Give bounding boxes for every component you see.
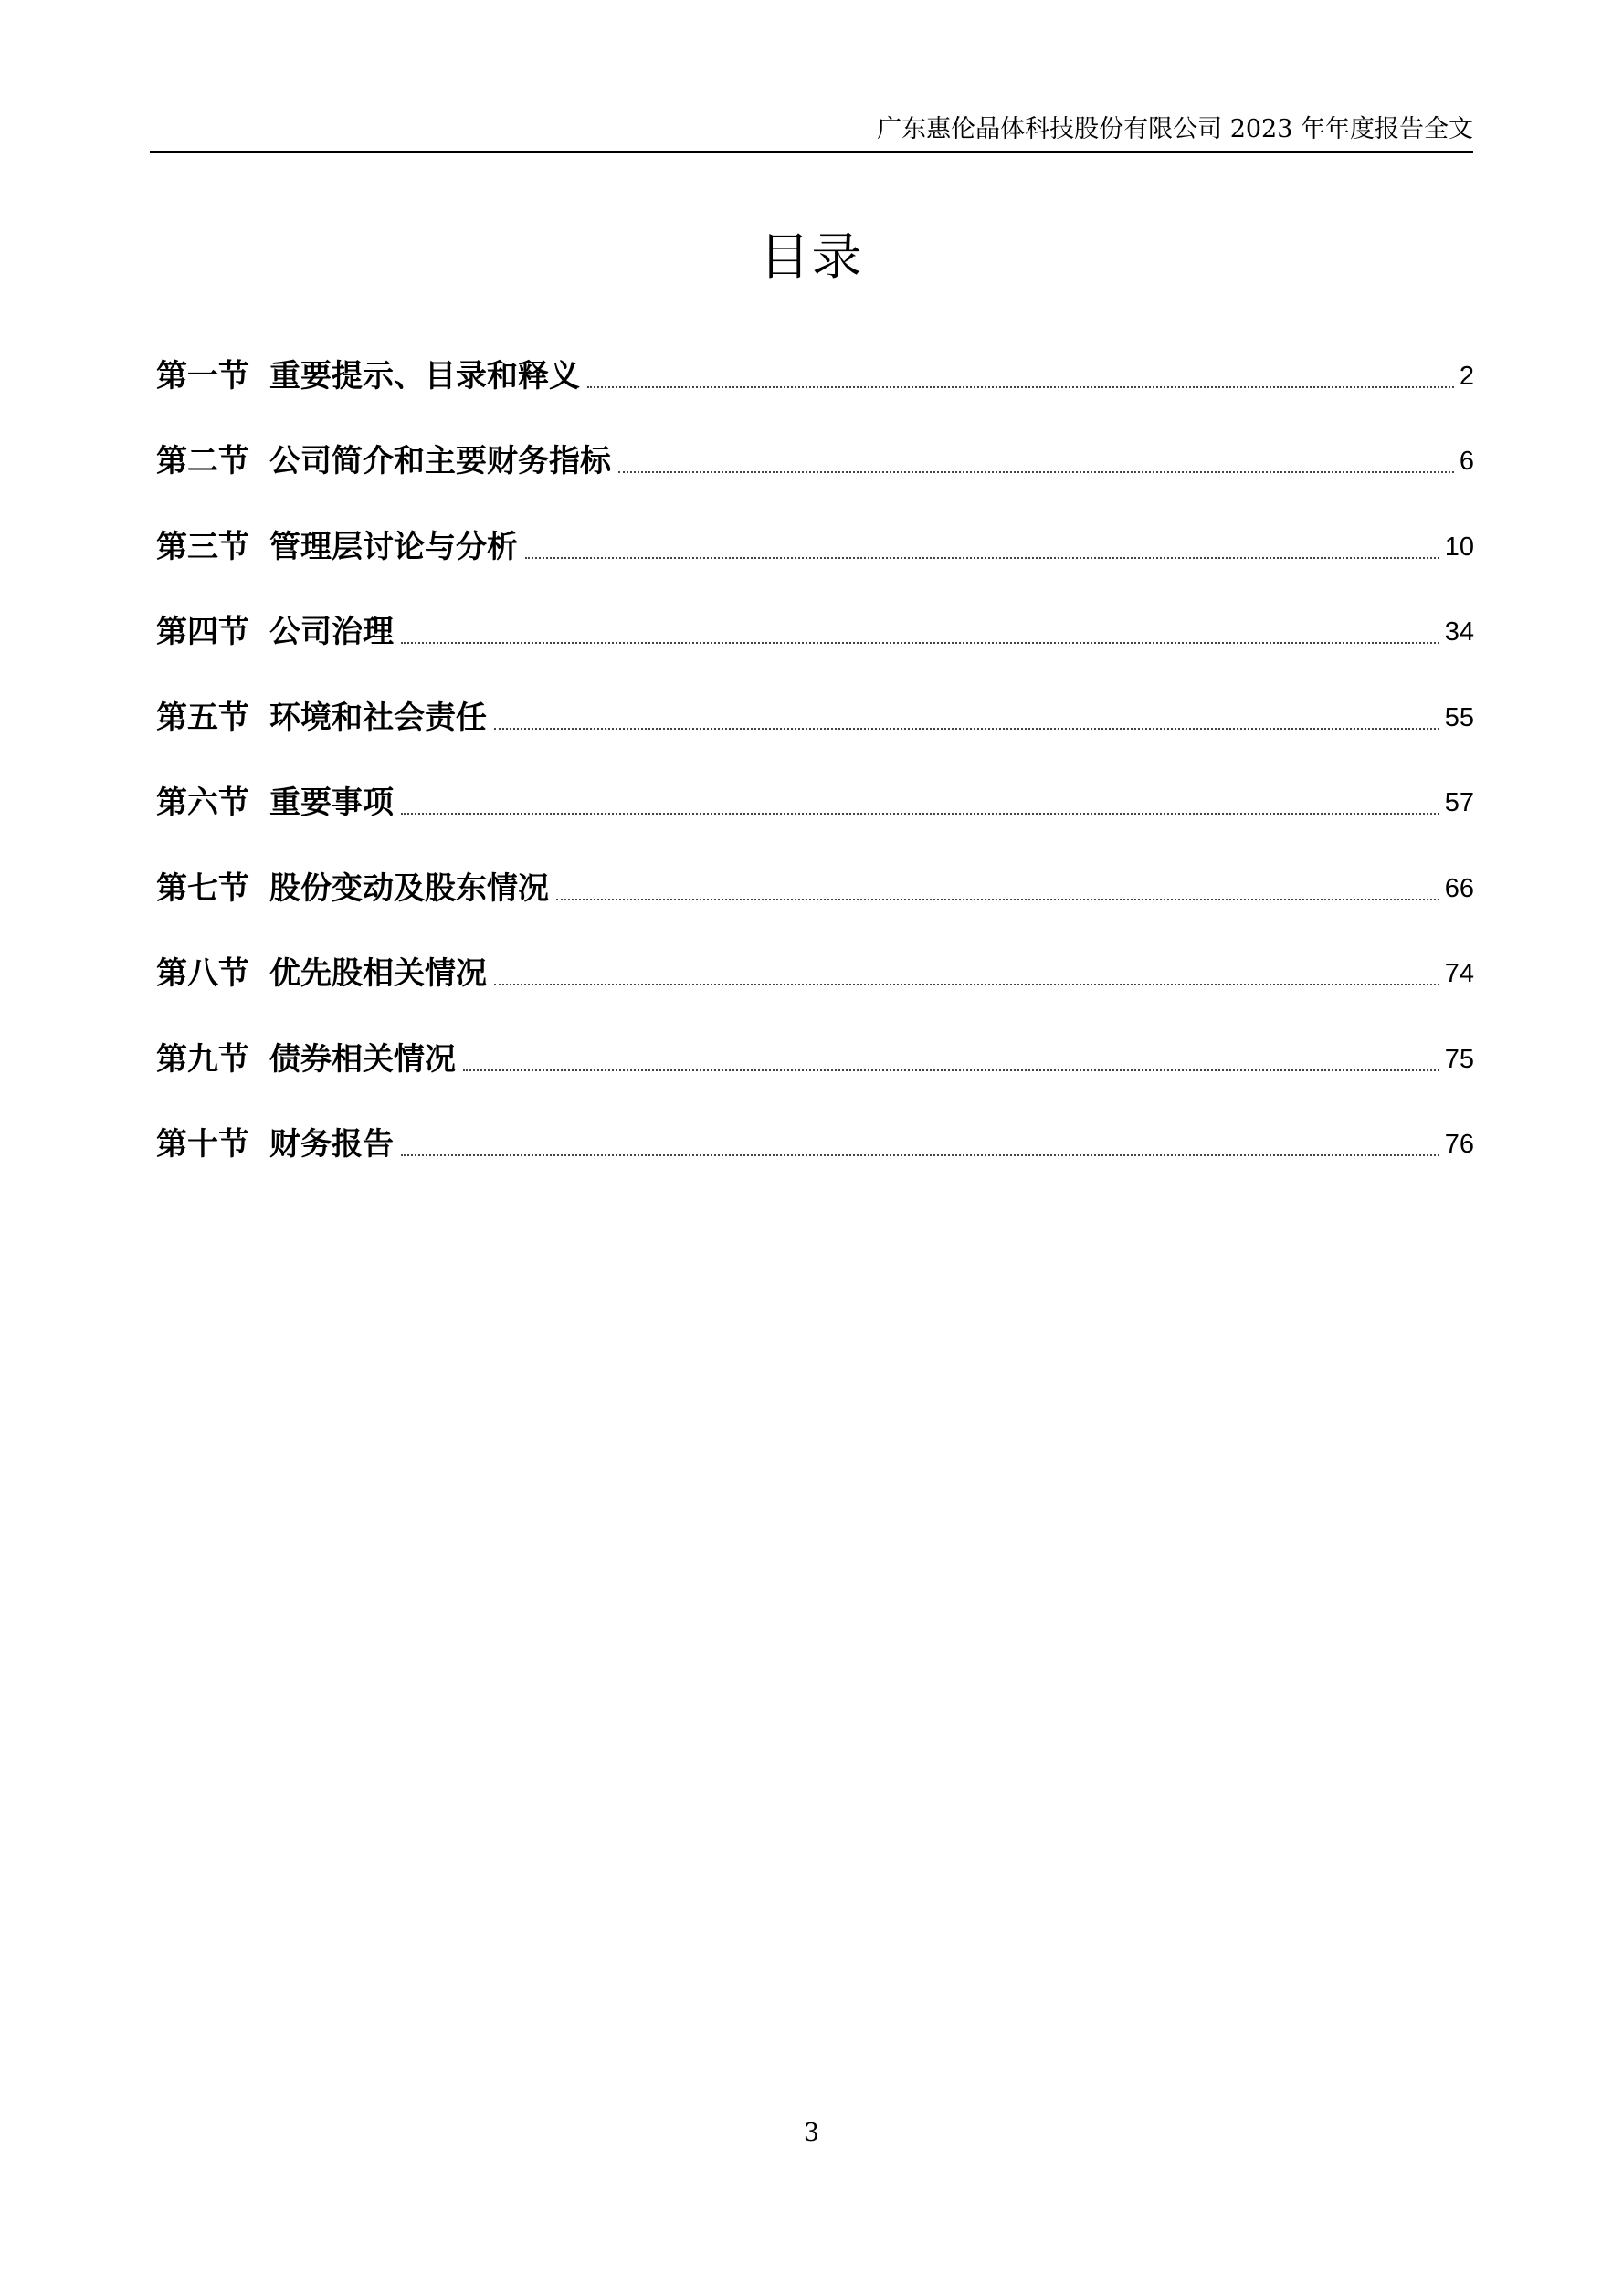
toc-page-number: 74 — [1444, 959, 1474, 988]
dot-leader — [525, 557, 1439, 559]
toc-section-title: 公司治理 — [269, 614, 394, 650]
toc-entry[interactable] — [156, 823, 1474, 909]
toc-section-title: 债券相关情况 — [269, 1040, 456, 1078]
toc-entry[interactable] — [156, 396, 1474, 482]
toc-entry[interactable] — [156, 311, 1474, 396]
running-header: 广东惠伦晶体科技股份有限公司 2023 年年度报告全文 — [877, 115, 1473, 143]
toc-section-number: 第七节 — [156, 869, 249, 907]
toc-entry-label — [156, 783, 394, 823]
toc-page-number: 76 — [1444, 1130, 1474, 1159]
dot-leader — [556, 899, 1439, 900]
toc-entry-label — [156, 1124, 394, 1164]
toc-section-title: 重要提示、目录和释义 — [269, 357, 580, 395]
toc-section-number: 第一节 — [156, 357, 249, 395]
dot-leader — [618, 471, 1454, 473]
toc-page-number: 6 — [1459, 447, 1474, 476]
dot-leader — [494, 984, 1439, 985]
toc-page-number: 10 — [1444, 532, 1474, 562]
dot-leader — [401, 642, 1439, 644]
toc-section-title: 股份变动及股东情况 — [269, 869, 549, 907]
toc-title: 目录 — [759, 227, 864, 286]
toc-section-number: 第八节 — [156, 955, 249, 992]
toc-page-number: 66 — [1444, 873, 1474, 903]
toc-entry-label — [156, 1039, 456, 1080]
toc-page-number: 57 — [1444, 788, 1474, 817]
dot-leader — [587, 386, 1454, 388]
toc-entry-label — [156, 612, 394, 652]
toc-entry[interactable] — [156, 994, 1474, 1080]
toc-section-title: 公司简介和主要财务指标 — [269, 443, 611, 479]
toc-section-title: 环境和社会责任 — [269, 699, 487, 736]
toc-entry-label — [156, 356, 580, 396]
toc-entry-label — [156, 441, 611, 481]
toc-entry[interactable] — [156, 1080, 1474, 1165]
toc-section-number: 第九节 — [156, 1040, 249, 1078]
page-number: 3 — [803, 2119, 820, 2147]
toc-section-number: 第六节 — [156, 785, 249, 821]
toc-section-title: 财务报告 — [269, 1126, 394, 1163]
toc-section-number: 第五节 — [156, 699, 249, 736]
toc-section-number: 第二节 — [156, 443, 249, 479]
toc-page-number: 55 — [1444, 702, 1474, 732]
toc-section-number: 第四节 — [156, 614, 249, 650]
dot-leader — [494, 728, 1439, 730]
toc-section-title: 重要事项 — [269, 785, 394, 821]
header-divider — [150, 151, 1473, 153]
toc-entry[interactable] — [156, 652, 1474, 738]
toc-entry[interactable] — [156, 909, 1474, 995]
toc-section-title: 管理层讨论与分析 — [269, 528, 518, 565]
dot-leader — [463, 1069, 1439, 1071]
toc-entry[interactable] — [156, 567, 1474, 653]
toc-section-number: 第十节 — [156, 1126, 249, 1163]
toc-entry[interactable] — [156, 738, 1474, 824]
toc-section-number: 第三节 — [156, 528, 249, 565]
toc-page-number: 2 — [1459, 361, 1474, 391]
toc-page-number: 34 — [1444, 617, 1474, 647]
toc-entry[interactable] — [156, 481, 1474, 567]
table-of-contents — [156, 311, 1474, 1164]
toc-entry-label — [156, 527, 518, 567]
toc-entry-label — [156, 953, 487, 994]
toc-entry-label — [156, 698, 487, 738]
dot-leader — [401, 813, 1439, 815]
toc-entry-label — [156, 869, 549, 909]
dot-leader — [401, 1154, 1439, 1156]
toc-section-title: 优先股相关情况 — [269, 955, 487, 992]
toc-page-number: 75 — [1444, 1044, 1474, 1074]
